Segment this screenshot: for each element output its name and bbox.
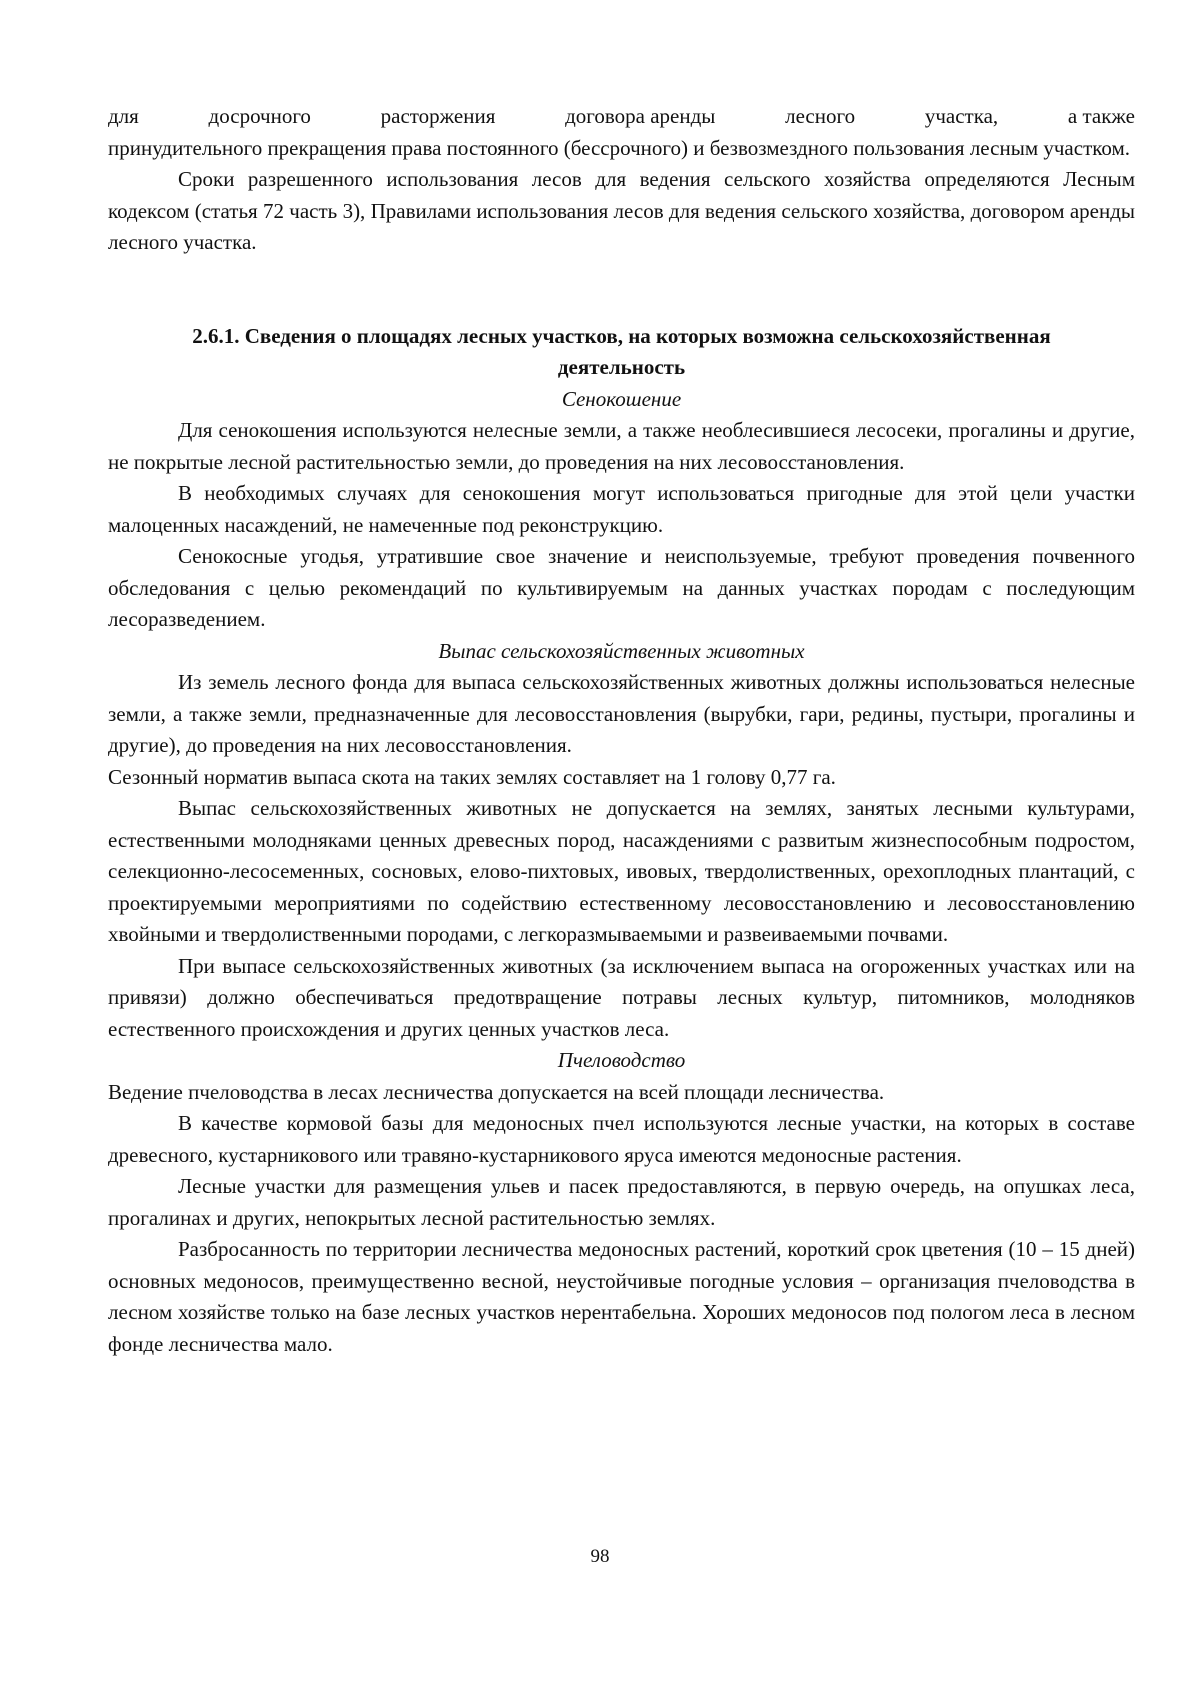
beekeeping-paragraph: В качестве кормовой базы для медоносных пчел используются лесные участки, на которых в составе древесного, кустарникового или травяно-кустарникового яруса имеются медоносные растения. — [108, 1111, 1135, 1167]
grazing-paragraph: Выпас сельскохозяйственных животных не допускается на землях, занятых лесными культурами, естественными молодняками ценных древесных пород, насаждениями с развитым жизнеспособным подростом, селекционно-лесосеменных, сосновых, елово-пихтовых, ивовых, твердолиственных, орехоплодных плантаций, с проектируемыми мероприятиями по содействию естественному лесовосстановлению и лесовосстановлению хвойными и твердолиственными породами, с легкоразмываемыми и развеиваемыми почвами. — [108, 796, 1135, 946]
word: участка, — [924, 104, 999, 128]
word: расторжения — [380, 104, 496, 128]
grazing-paragraph: Из земель лесного фонда для выпаса сельскохозяйственных животных должны использоваться нелесные земли, а также земли, предназначенные для лесовосстановления (вырубки, гари, редины, пустыри, прогалины и другие), до проведения на них лесовосстановления. — [108, 670, 1135, 757]
intro-first-line — [108, 101, 1135, 133]
page-number: 98 — [590, 1546, 610, 1567]
document-body — [108, 101, 1135, 1360]
grazing-norm-paragraph: Сезонный норматив выпаса скота на таких землях составляет на 1 голову 0,77 га. — [108, 764, 836, 789]
grazing-paragraph: При выпасе сельскохозяйственных животных (за исключением выпаса на огороженных участках или на привязи) должно обеспечиваться предотвращение потравы лесных культур, питомников, молодняков естественного происхождения и других ценных участков леса. — [108, 953, 1135, 1041]
terms-paragraph: Сроки разрешенного использования лесов для ведения сельского хозяйства определяются Лесным кодексом (статья 72 часть 3), Правилами использования лесов для ведения сельского хозяйства, договором аренды лесного участка. — [108, 167, 1135, 254]
beekeeping-heading: Пчеловодство — [557, 1048, 686, 1072]
haymaking-heading: Сенокошение — [561, 386, 682, 411]
word: договора аренды — [565, 104, 716, 128]
haymaking-paragraph: Для сенокошения используются нелесные земли, а также необлесившиеся лесосеки, прогалины и другие, не покрытые лесной растительностью земли, до проведения на них лесовосстановления. — [108, 418, 1135, 474]
haymaking-paragraph: В необходимых случаях для сенокошения могут использоваться пригодные для этой цели участки малоценных насаждений, не намеченные под реконструкцию. — [108, 481, 1135, 537]
word: лесного — [785, 104, 856, 128]
word: для — [108, 104, 139, 128]
section-title-line2: деятельность — [557, 355, 686, 379]
word: а также — [1067, 104, 1135, 128]
haymaking-paragraph: Сенокосные угодья, утратившие свое значение и неиспользуемые, требуют проведения почвенного обследования с целью рекомендаций по культивируемым на данных участках породам с последующим лесоразведением. — [108, 544, 1135, 631]
grazing-heading: Выпас сельскохозяйственных животных — [438, 638, 805, 663]
section-spacer — [108, 259, 1135, 321]
word: досрочного — [208, 104, 311, 128]
beekeeping-paragraph: Разбросанность по территории лесничества медоносных растений, короткий срок цветения (10 – 15 дней) основных медоносов, преимущественно весной, неустойчивые погодные условия – организация пчеловодства в лесном хозяйстве только на базе лесных участков нерентабельна. Хороших медоносов под пологом леса в лесном фонде лесничества мало. — [108, 1237, 1135, 1356]
section-title — [108, 321, 1135, 384]
intro-paragraph-rest: принудительного прекращения права постоянного (бессрочного) и безвозмездного пользования лесным участком. — [108, 135, 1131, 160]
beekeeping-paragraph: Ведение пчеловодства в лесах лесничества допускается на всей площади лесничества. — [108, 1079, 885, 1104]
section-title-line1: 2.6.1. Сведения о площадях лесных участков, на которых возможна сельскохозяйственная — [192, 323, 1051, 348]
beekeeping-paragraph: Лесные участки для размещения ульев и пасек предоставляются, в первую очередь, на опушках леса, прогалинах и других, непокрытых лесной растительностью землях. — [108, 1174, 1135, 1230]
